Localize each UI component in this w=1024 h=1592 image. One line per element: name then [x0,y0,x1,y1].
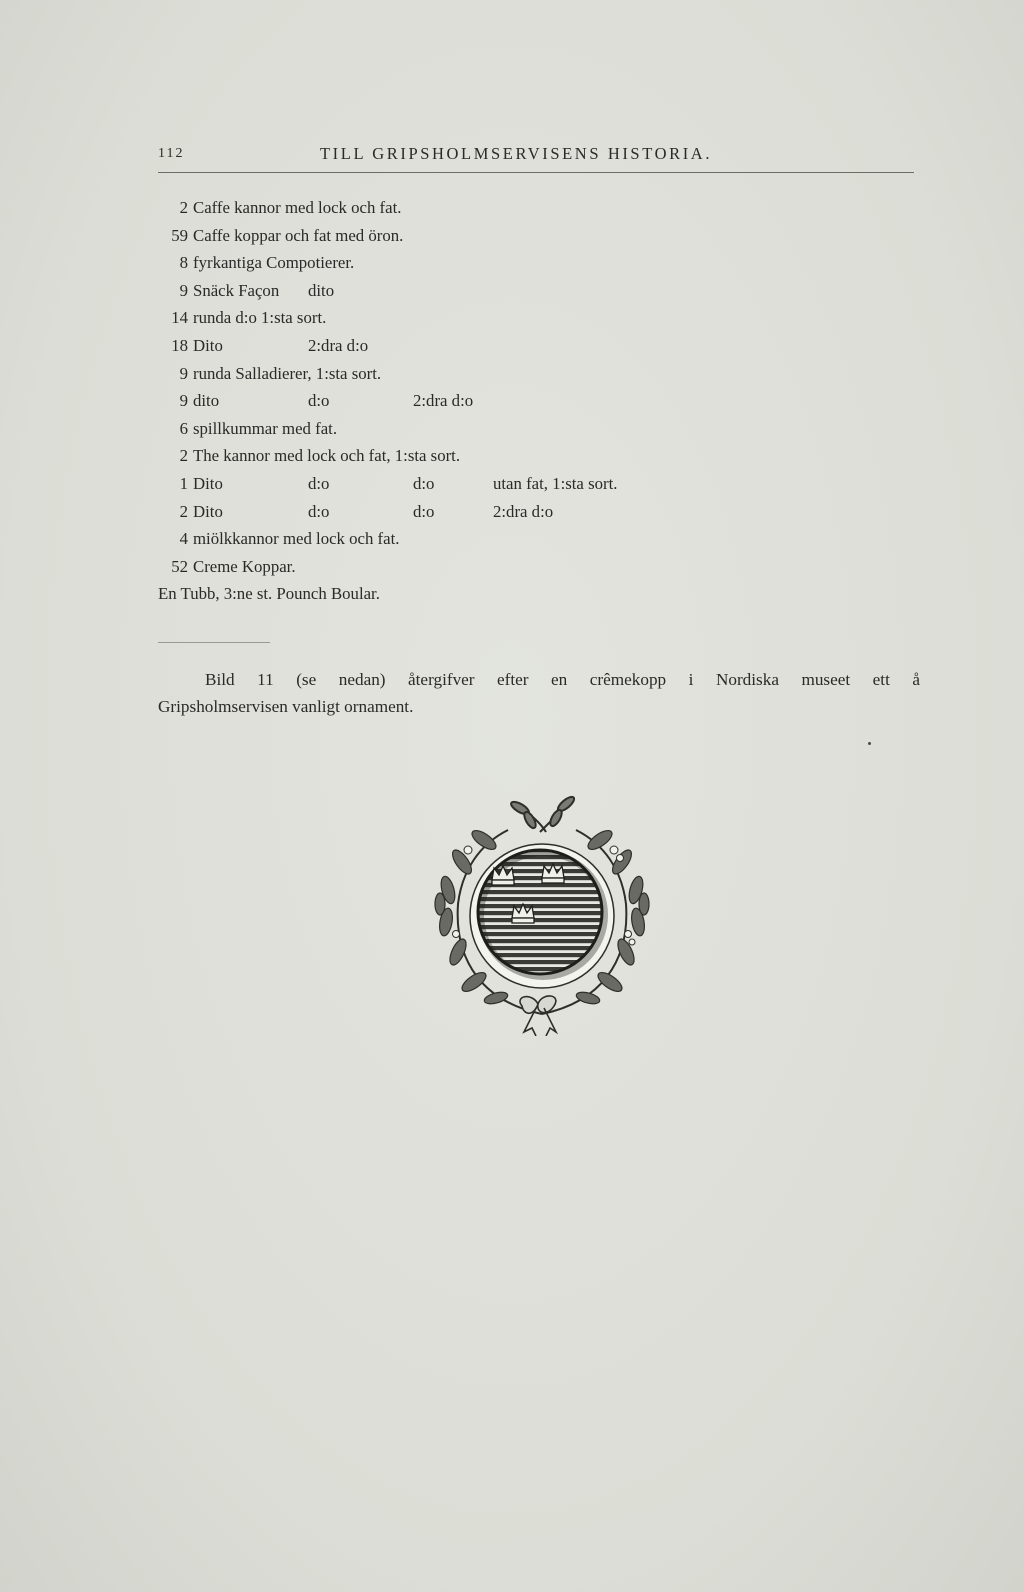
caption-line-2: Gripsholmservisen vanligt ornament. [158,697,414,716]
inventory-row [158,470,718,498]
item-quantity: 9 [179,391,188,411]
item-quantity: 18 [171,335,188,355]
item-description: Caffe kannor med lock och fat. [193,198,402,217]
item-quantity: 59 [171,225,188,245]
print-speck [868,742,871,745]
item-quantity: 2 [179,501,188,521]
inventory-row [158,332,718,360]
item-column-value: d:o [413,473,435,493]
item-description: dito [193,391,220,411]
item-quantity: 52 [171,556,188,576]
striped-shield-medallion [470,844,614,988]
item-quantity: 6 [179,418,188,438]
figure-caption [158,666,920,720]
inventory-row [158,442,718,470]
item-description: The kannor med lock och fat, 1:sta sort. [193,446,461,466]
running-title: TILL GRIPSHOLMSERVISENS HISTORIA. [320,144,713,163]
ribbon-knot-bottom [520,996,556,1036]
item-description: runda Salladierer, 1:sta sort. [193,363,382,383]
item-description: fyrkantiga Compotierer. [193,253,355,273]
inventory-list [158,194,718,608]
item-quantity: 14 [171,308,188,328]
item-description: spillkummar med fat. [193,418,338,438]
item-quantity: 2 [179,198,188,217]
separator-rule [158,642,270,643]
item-description: Dito [193,335,223,355]
item-quantity: 4 [179,529,188,549]
inventory-row [158,277,718,305]
item-description: En Tubb, 3:ne st. Pounch Boular. [158,584,380,604]
item-column-value: 2:dra d:o [413,391,474,411]
item-column-value: d:o [308,501,330,521]
item-quantity: 8 [179,253,188,273]
item-description: Dito [193,473,223,493]
item-description: Snäck Façon [193,280,280,300]
item-description: runda d:o 1:sta sort. [193,308,327,328]
item-column-value: d:o [308,391,330,411]
item-column-value: utan fat, 1:sta sort. [493,473,618,493]
item-column-value: d:o [413,501,435,521]
page-number: 112 [158,146,185,161]
item-column-value: 2:dra d:o [308,335,369,355]
item-column-value: dito [308,280,335,300]
item-description: Caffe koppar och fat med öron. [193,225,404,245]
item-column-value: 2:dra d:o [493,501,554,521]
item-quantity: 9 [179,280,188,300]
inventory-row [158,249,718,277]
item-quantity: 9 [179,363,188,383]
item-quantity: 2 [179,446,188,466]
inventory-row [158,387,718,415]
crossed-branches-top [509,795,576,832]
inventory-row [158,580,718,608]
inventory-row [158,553,718,581]
inventory-row [158,525,718,553]
inventory-row [158,304,718,332]
inventory-row [158,498,718,526]
item-description: Creme Koppar. [193,556,296,576]
running-header [158,142,914,173]
inventory-row [158,222,718,250]
inventory-row [158,360,718,388]
caption-line-1: Bild 11 (se nedan) återgifver efter en crêmekopp i Nordiska museet ett å [205,670,920,689]
inventory-row [158,194,718,222]
item-description: miölkkannor med lock och fat. [193,529,400,549]
inventory-row [158,415,718,443]
item-quantity: 1 [179,473,188,493]
item-column-value: d:o [308,473,330,493]
item-description: Dito [193,501,223,521]
crest-ornament-illustration [424,792,660,1036]
